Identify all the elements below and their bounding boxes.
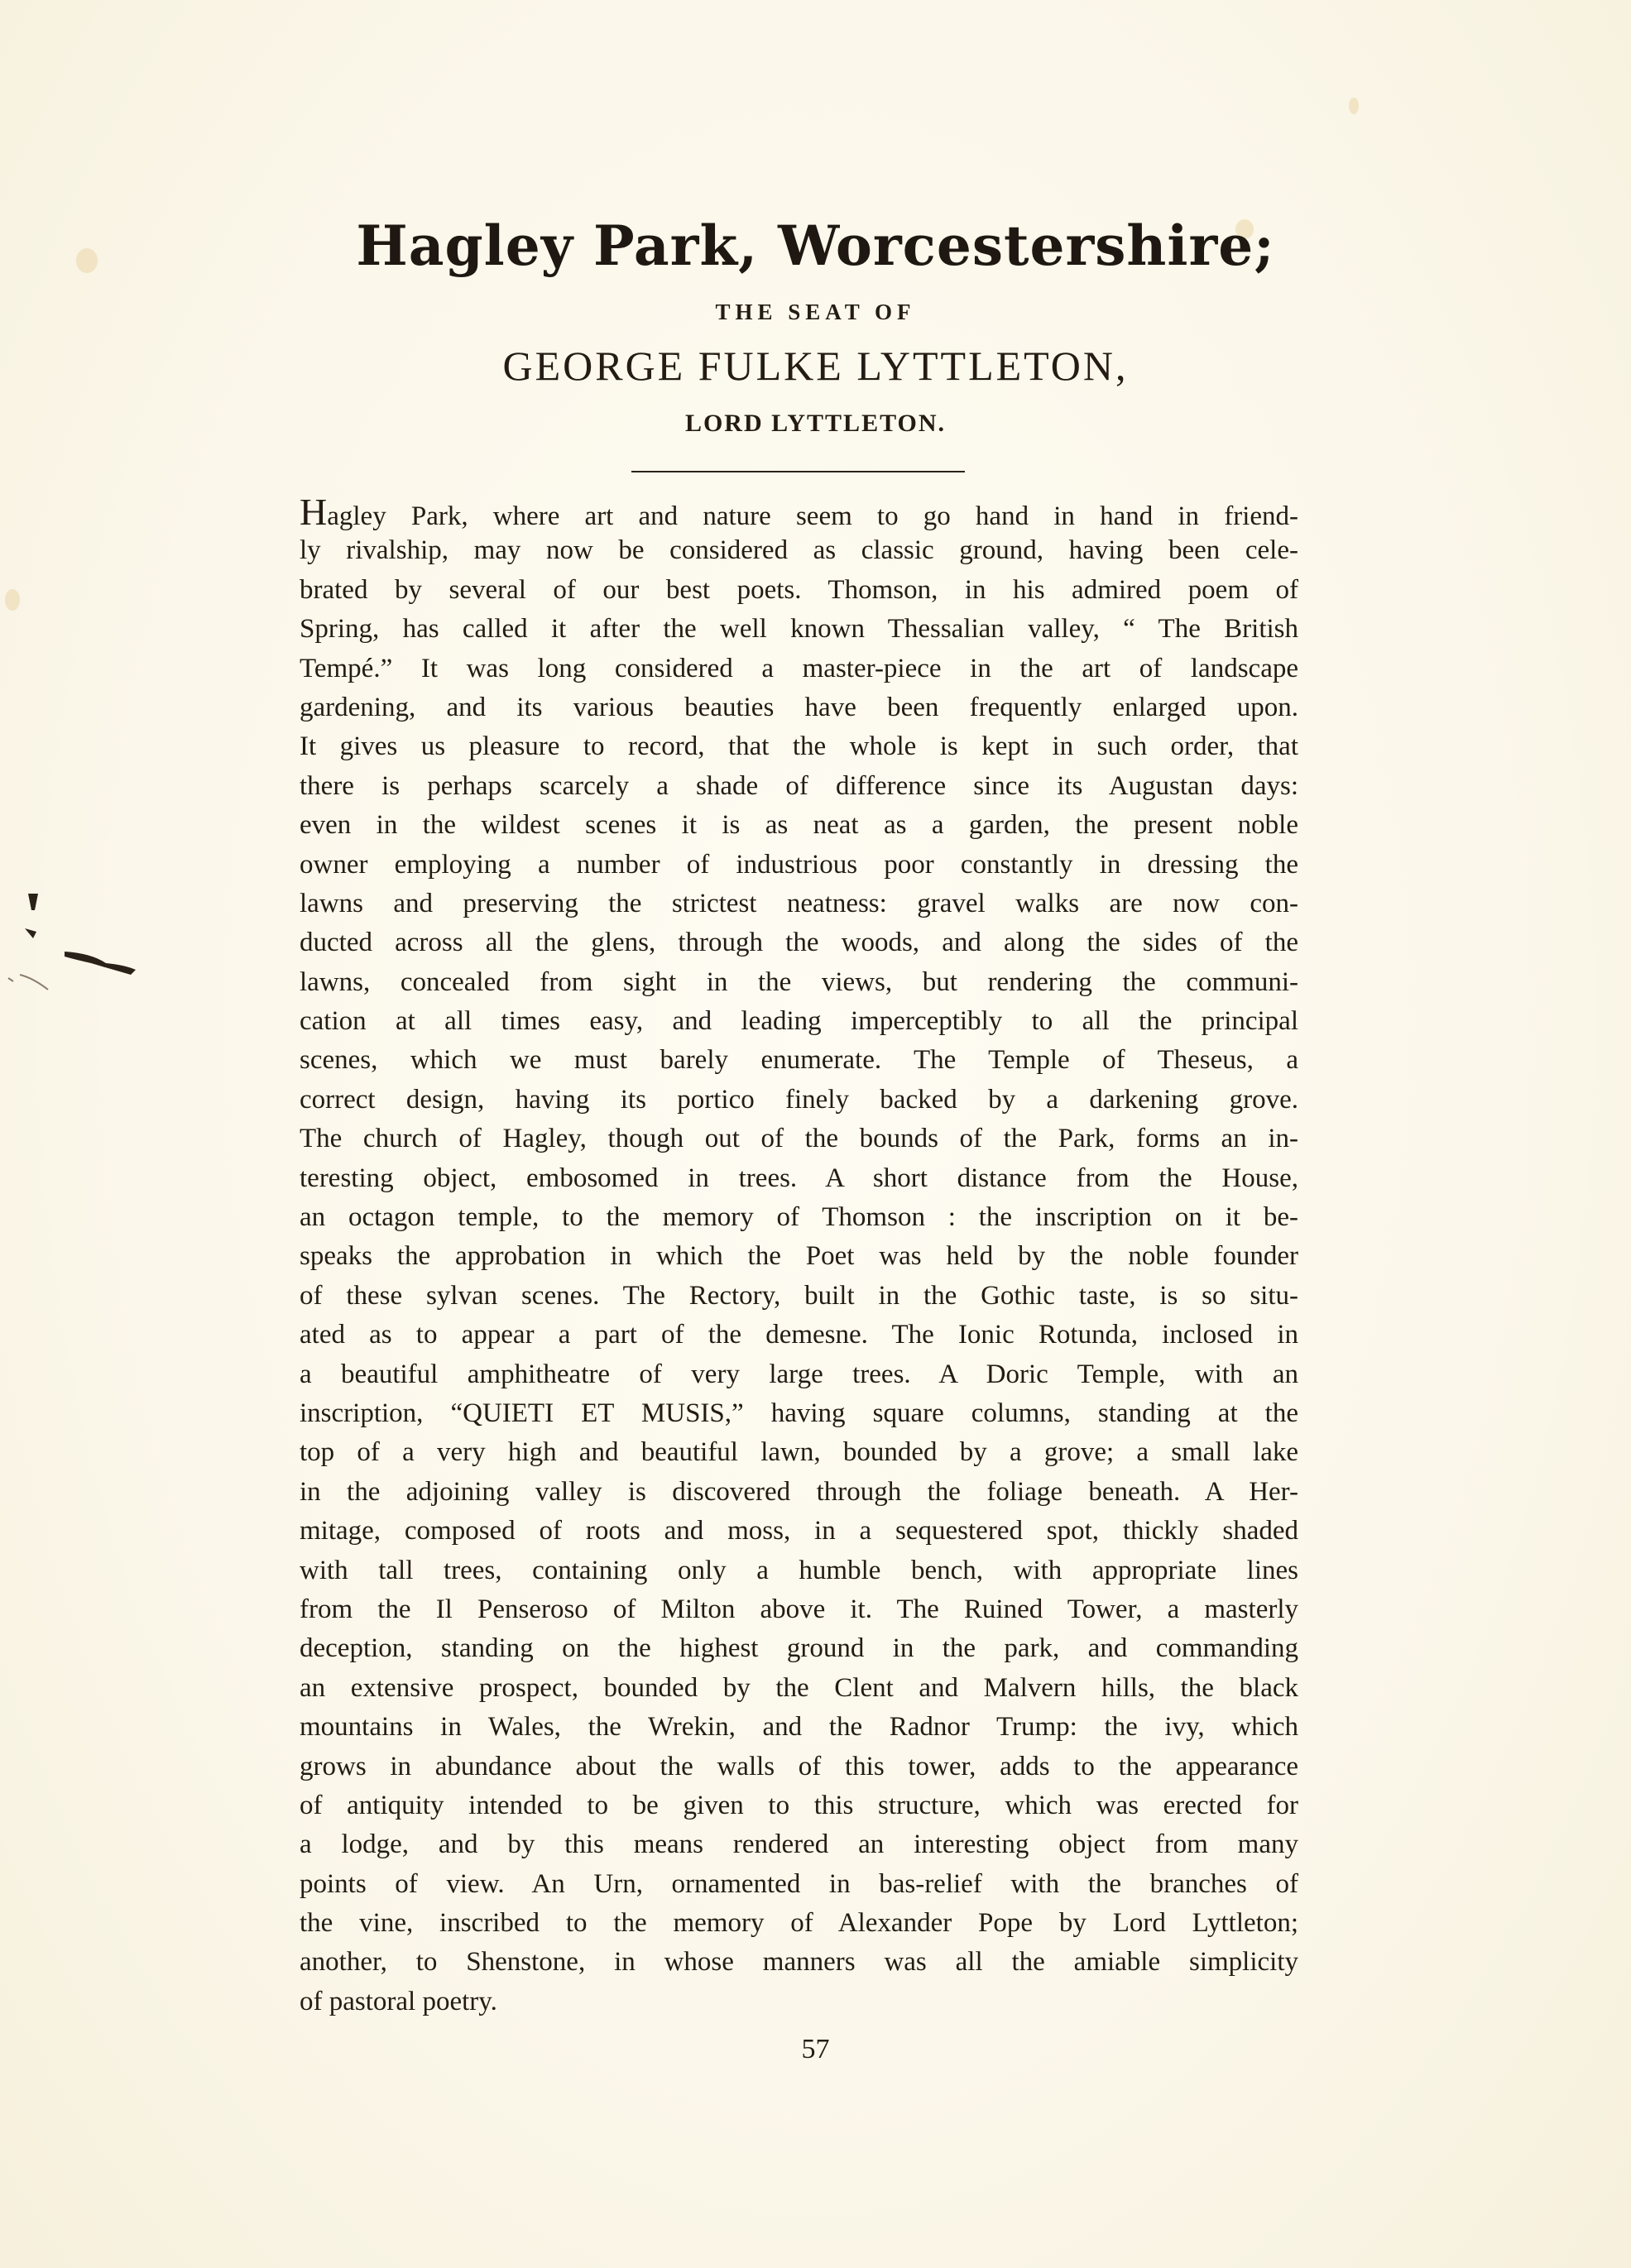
text-line: an extensive prospect, bounded by the Clent and Malvern hills, the black [300,1672,1298,1703]
text-line: Hagley Park, where art and nature seem to go hand in hand in friend- [300,491,1298,533]
text-line: of pastoral poetry. [300,1986,497,2016]
owner-title: LORD LYTTLETON. [684,410,947,437]
ink-mark [65,952,136,975]
subtitle-seat-of: THE SEAT OF [715,300,916,324]
text-line: correct design, having its portico finely backed by a darkening grove. [300,1084,1298,1115]
text-line: of antiquity intended to be given to this structure, which was erected for [300,1790,1298,1820]
text-line: It gives us pleasure to record, that the whole is kept in such order, that [300,731,1298,762]
text-line: a lodge, and by this means rendered an interesting object from many [300,1829,1298,1860]
text-line: Spring, has called it after the well known Thessalian valley, “ The British [300,614,1298,645]
ink-mark [25,928,36,938]
text-line: mitage, composed of roots and moss, in a sequestered spot, thickly shaded [300,1516,1298,1546]
text-line: even in the wildest scenes it is as neat as a garden, the present noble [300,810,1298,841]
text-line: scenes, which we must barely enumerate. The Temple of Theseus, a [300,1045,1298,1076]
text-line: top of a very high and beautiful lawn, bounded by a grove; a small lake [300,1437,1298,1468]
text-line: the vine, inscribed to the memory of Alexander Pope by Lord Lyttleton; [300,1908,1298,1939]
text-line: mountains in Wales, the Wrekin, and the Radnor Trump: the ivy, which [300,1712,1298,1743]
text-line: gardening, and its various beauties have been frequently enlarged upon. [300,692,1298,722]
paper-stain [1349,98,1359,114]
text-line: from the Il Penseroso of Milton above it. The Ruined Tower, a masterly [300,1594,1298,1624]
text-line: there is perhaps scarcely a shade of difference since its Augustan days: [300,770,1298,801]
paper-stain [5,589,20,611]
text-line: speaks the approbation in which the Poet was held by the noble founder [300,1241,1298,1272]
page-number: 57 [801,2034,830,2064]
text-line: teresting object, embosomed in trees. A short distance from the House, [300,1163,1298,1193]
text-line: a beautiful amphitheatre of very large trees. A Doric Temple, with an [300,1359,1298,1389]
text-line: with tall trees, containing only a humble bench, with appropriate lines [300,1555,1298,1585]
ink-mark [20,975,48,990]
text-line: ated as to appear a part of the demesne. The Ionic Rotunda, inclosed in [300,1320,1298,1350]
text-line: inscription, “QUIETI ET MUSIS,” having square columns, standing at the [300,1398,1298,1428]
text-line: an octagon temple, to the memory of Thomson : the inscription on it be- [300,1202,1298,1233]
text-line: The church of Hagley, though out of the bounds of the Park, forms an in- [300,1124,1298,1154]
text-line: deception, standing on the highest ground in the park, and commanding [300,1633,1298,1664]
margin-ink-marks [0,877,165,1018]
text-line: Tempé.” It was long considered a master-piece in the art of landscape [300,653,1298,683]
text-line: of these sylvan scenes. The Rectory, built in the Gothic taste, is so situ- [300,1280,1298,1311]
text-line: in the adjoining valley is discovered through the foliage beneath. A Her- [300,1476,1298,1507]
text-line: ducted across all the glens, through the woods, and along the sides of the [300,928,1298,958]
text-line: another, to Shenstone, in whose manners was all the amiable simplicity [300,1947,1298,1978]
text-line: points of view. An Urn, ornamented in bas-relief with the branches of [300,1868,1298,1899]
text-line: ly rivalship, may now be considered as classic ground, having been cele- [300,535,1298,566]
title-divider [631,471,965,472]
page-title: Hagley Park, Worcestershire; [356,213,1275,278]
ink-mark [8,978,13,981]
text-line: lawns and preserving the strictest neatness: gravel walks are now con- [300,888,1298,918]
text-line: cation at all times easy, and leading imperceptibly to all the principal [300,1006,1298,1037]
initial-capital: H [300,491,328,533]
text-line: lawns, concealed from sight in the views, but rendering the communi- [300,966,1298,997]
text-line: owner employing a number of industrious poor constantly in dressing the [300,849,1298,880]
owner-name: GEORGE FULKE LYTTLETON, [502,343,1129,389]
body-text [300,492,1298,2021]
text-line: grows in abundance about the walls of this tower, adds to the appearance [300,1751,1298,1781]
ink-mark [28,894,38,910]
text-line: brated by several of our best poets. Thomson, in his admired poem of [300,574,1298,605]
